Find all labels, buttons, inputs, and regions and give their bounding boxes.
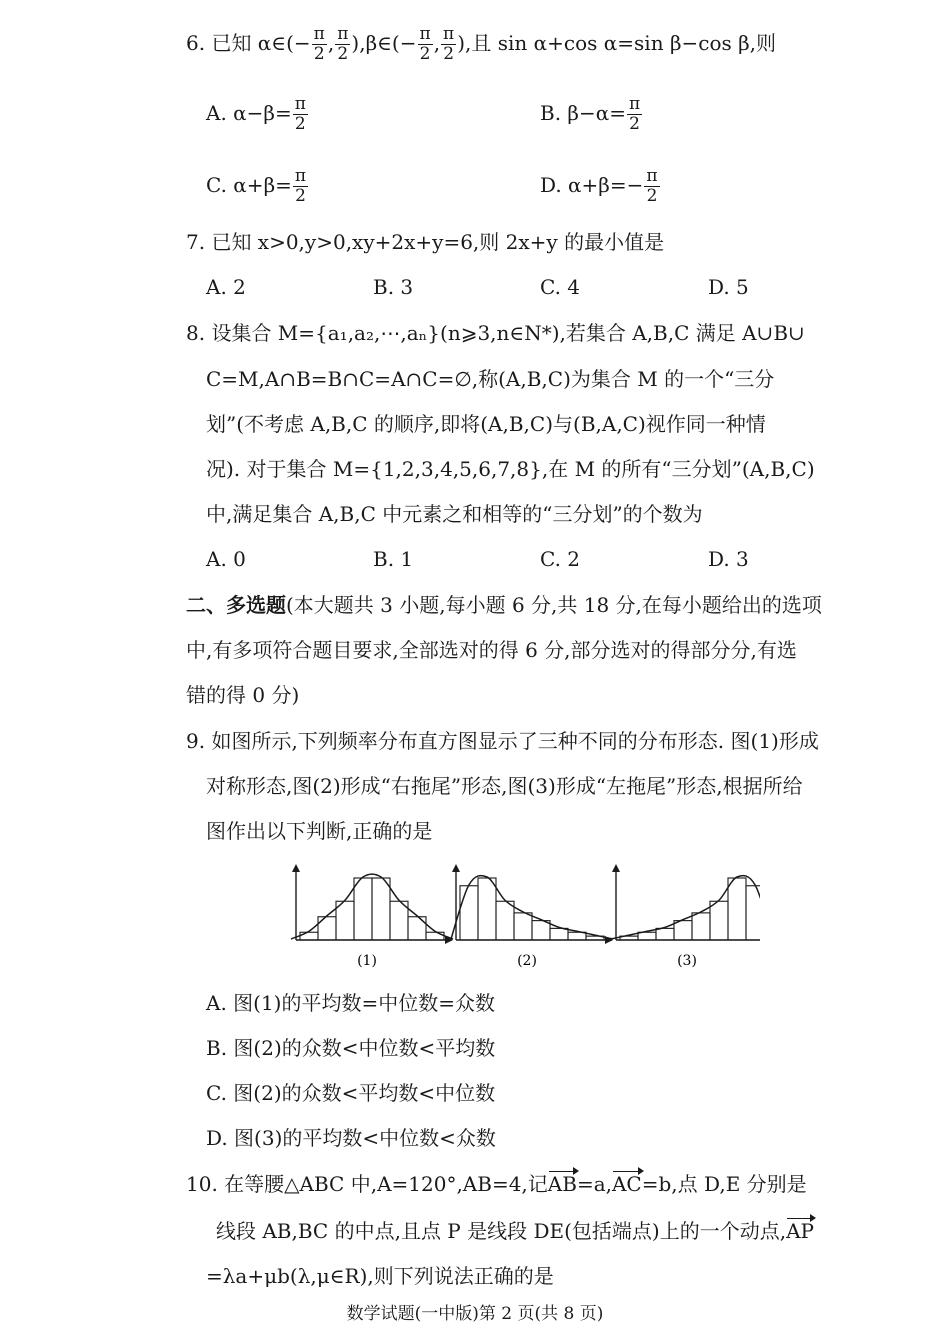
q8-line-1: 8. 设集合 M={a₁,a₂,⋯,aₙ}(n⩾3,n∈N*),若集合 A,B,C 满足 A∪B∪	[186, 321, 805, 345]
histogram-bar	[514, 913, 532, 940]
histogram-bar	[674, 921, 692, 940]
q8-line-5: 中,满足集合 A,B,C 中元素之和相等的“三分划”的个数为	[206, 502, 703, 526]
fraction-pi-over-2: $\frac{\pi}{2}$	[294, 166, 307, 206]
q7-option-b: B. 3	[373, 275, 414, 299]
q9-option-b: B. 图(2)的众数<中位数<平均数	[206, 1036, 496, 1060]
histogram-bar	[496, 901, 514, 940]
q9-option-d: D. 图(3)的平均数<中位数<众数	[206, 1126, 496, 1150]
q7-option-d: D. 5	[708, 275, 749, 299]
fraction-pi-over-2: $\frac{\pi}{2}$	[313, 24, 325, 64]
histogram-bar	[638, 932, 656, 940]
histogram-bar	[656, 928, 674, 940]
histogram-bar	[710, 901, 728, 940]
histogram-bar	[568, 932, 586, 940]
fraction-pi-over-2: $\frac{\pi}{2}$	[646, 166, 658, 206]
q9-option-a: A. 图(1)的平均数=中位数=众数	[206, 991, 496, 1015]
q8-line-4: 况). 对于集合 M={1,2,3,4,5,6,7,8},在 M 的所有“三分划”(A,B,C)	[206, 457, 815, 481]
histogram-3-caption: (3)	[677, 953, 697, 969]
q6-option-d: D. α+β=− $\frac{\pi}{2}$	[540, 166, 658, 206]
fraction-pi-over-2: $\frac{\pi}{2}$	[629, 94, 641, 134]
histogram-1	[291, 864, 453, 944]
q7-option-c: C. 4	[540, 275, 581, 299]
histogram-bar	[300, 932, 318, 940]
section-2-line-3: 错的得 0 分)	[186, 683, 300, 707]
q9-line-1: 9. 如图所示,下列频率分布直方图显示了三种不同的分布形态. 图(1)形成	[186, 729, 819, 753]
histogram-1-caption: (1)	[357, 953, 377, 969]
y-axis-arrow	[452, 864, 460, 872]
section-2-title: 二、多选题	[186, 593, 286, 617]
y-axis-arrow	[292, 864, 300, 872]
histogram-2	[451, 864, 613, 944]
y-axis-arrow	[612, 864, 620, 872]
fraction-pi-over-2: $\frac{\pi}{2}$	[419, 24, 431, 64]
histogram-bar	[746, 886, 760, 940]
q6-option-a: A. α−β= $\frac{\pi}{2}$	[206, 94, 306, 134]
fraction-pi-over-2: $\frac{\pi}{2}$	[294, 94, 306, 134]
q6-option-c: C. α+β= $\frac{\pi}{2}$	[206, 166, 307, 206]
histogram-bar	[318, 917, 336, 940]
histogram-bar	[408, 917, 426, 940]
q9-option-c: C. 图(2)的众数<平均数<中位数	[206, 1081, 496, 1105]
q7-stem: 7. 已知 x>0,y>0,xy+2x+y=6,则 2x+y 的最小值是	[186, 230, 665, 254]
histogram-bar	[478, 878, 496, 940]
histogram-bar	[460, 886, 478, 940]
section-2-header: 二、多选题(本大题共 3 小题,每小题 6 分,共 18 分,在每小题给出的选项	[186, 593, 822, 617]
histogram-bar	[550, 928, 568, 940]
histogram-bar	[426, 932, 444, 940]
q9-line-2: 对称形态,图(2)形成“右拖尾”形态,图(3)形成“左拖尾”形态,根据所给	[206, 774, 803, 798]
histogram-figures	[280, 862, 760, 972]
histogram-bar	[354, 878, 372, 940]
q8-line-2: C=M,A∩B=B∩C=A∩C=∅,称(A,B,C)为集合 M 的一个“三分	[206, 367, 775, 391]
histogram-3	[611, 864, 760, 944]
q8-option-c: C. 2	[540, 547, 581, 571]
q10-line-3: =λa+μb(λ,μ∈R),则下列说法正确的是	[206, 1264, 554, 1288]
q10-line-1: 10. 在等腰△ABC 中,A=120°,AB=4,记AB=a,AC=b,点 D,E 分别是	[186, 1172, 807, 1196]
q9-line-3: 图作出以下判断,正确的是	[206, 819, 433, 843]
histogram-bar	[372, 878, 390, 940]
q8-option-b: B. 1	[373, 547, 414, 571]
vector-ac: AC	[611, 1172, 642, 1196]
q8-line-3: 划”(不考虑 A,B,C 的顺序,即将(A,B,C)与(B,A,C)视作同一种情	[206, 412, 766, 436]
page-footer: 数学试题(一中版)第 2 页(共 8 页)	[346, 1304, 604, 1324]
fraction-pi-over-2: $\frac{\pi}{2}$	[337, 24, 349, 64]
vector-ab: AB	[547, 1172, 577, 1196]
histogram-2-caption: (2)	[517, 953, 537, 969]
q6-stem: 6. 已知 α∈(− $\frac{\pi}{2}$ , $\frac{\pi}{2}$ ),β∈(− $\frac{\pi}{2}$ , $\frac{\pi}{2}$ ),且 sin α+cos α=sin β−cos β,则	[186, 24, 777, 64]
q8-option-d: D. 3	[708, 547, 749, 571]
fraction-pi-over-2: $\frac{\pi}{2}$	[443, 24, 455, 64]
histogram-bar	[728, 878, 746, 940]
histogram-bar	[692, 913, 710, 940]
q6-option-b: B. β−α= $\frac{\pi}{2}$	[540, 94, 641, 134]
q7-option-a: A. 2	[206, 275, 246, 299]
section-2-line-2: 中,有多项符合题目要求,全部选对的得 6 分,部分选对的得部分分,有选	[186, 638, 797, 662]
vector-ap: AP	[786, 1219, 814, 1243]
q8-option-a: A. 0	[206, 547, 246, 571]
q10-line-2: 线段 AB,BC 的中点,且点 P 是线段 DE(包括端点)上的一个动点,AP	[216, 1219, 814, 1243]
density-curve	[611, 876, 760, 939]
histogram-bar	[532, 921, 550, 940]
